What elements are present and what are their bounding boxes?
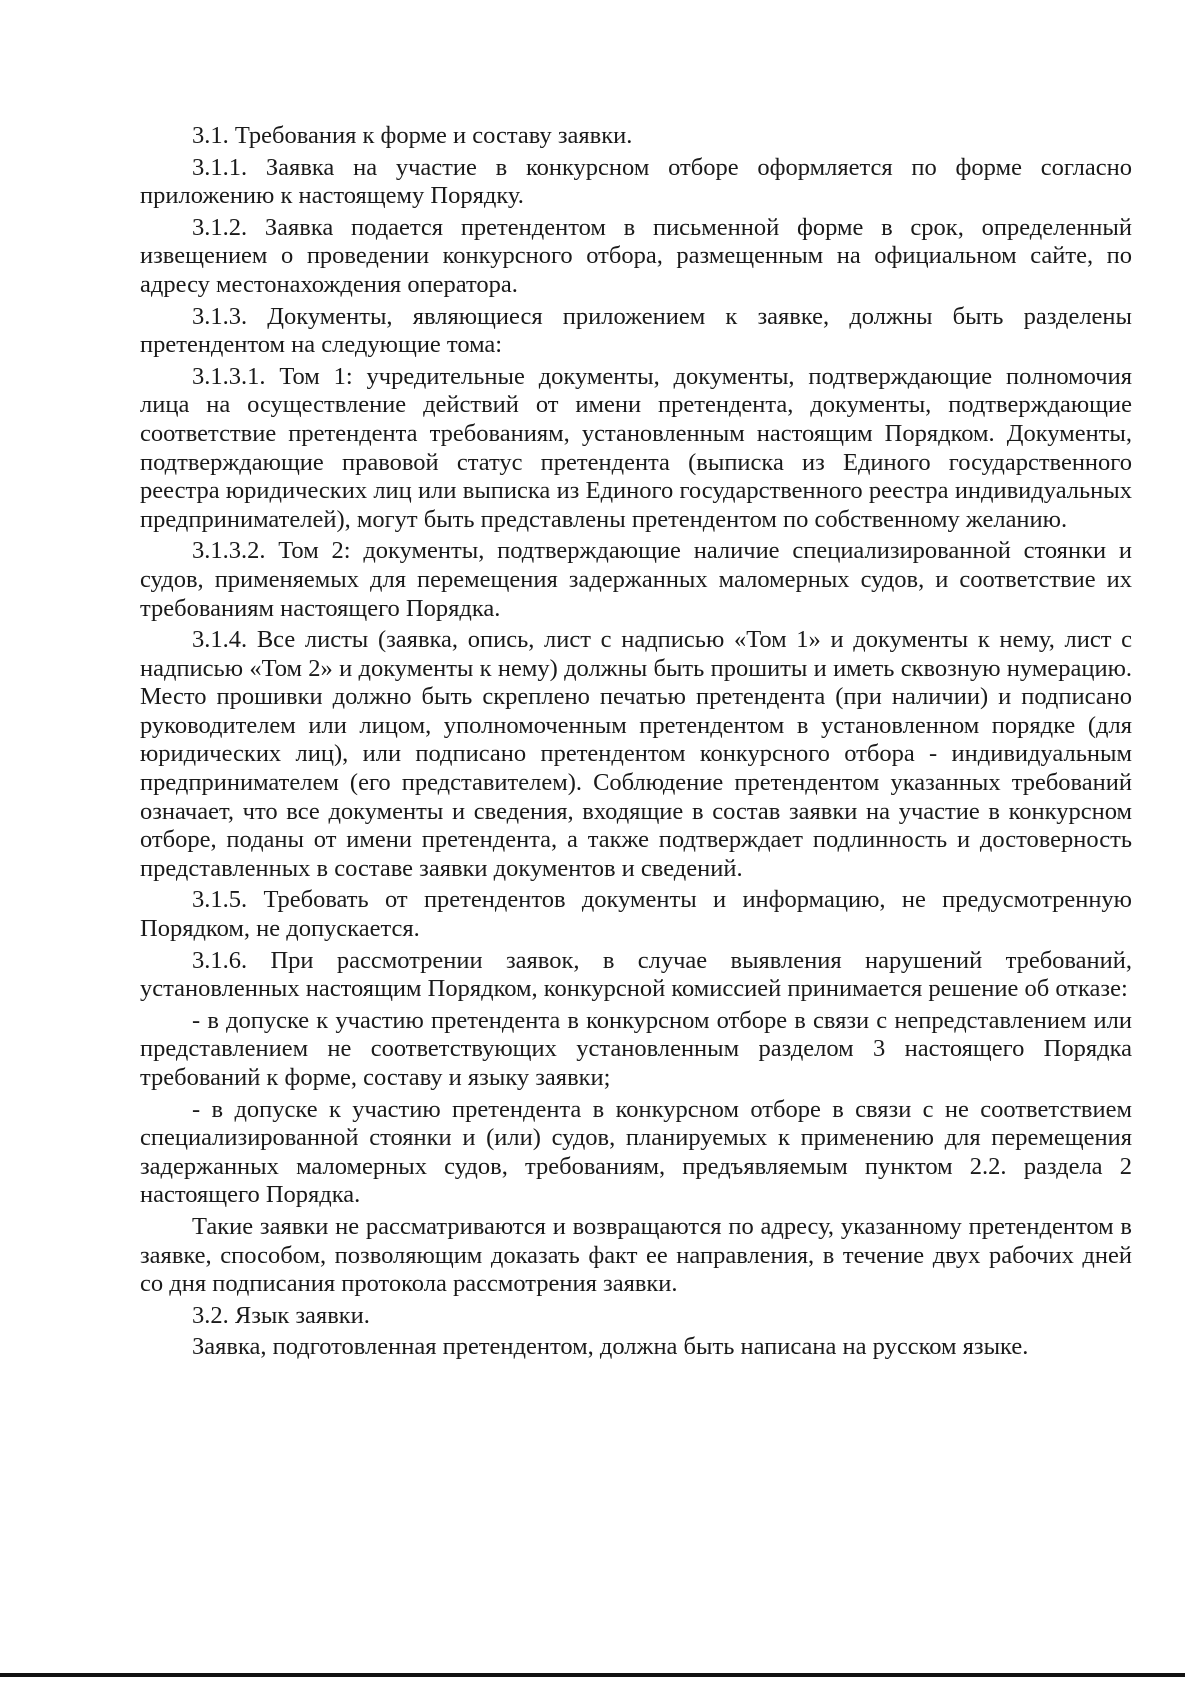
document-body	[140, 122, 1132, 1362]
bottom-scan-line	[0, 1673, 1185, 1677]
paragraph-3-1-6: 3.1.6. При рассмотрении заявок, в случае выявления нарушений требований, установленных настоящим Порядком, конкурсной комиссией принимается решение об отказе:	[140, 946, 1132, 1003]
paragraph-3-2-heading: 3.2. Язык заявки.	[192, 1301, 370, 1329]
paragraph-3-1-3-2: 3.1.3.2. Том 2: документы, подтверждающие наличие специализированной стоянки и судов, применяемых для перемещения задержанных маломерных судов, и соответствие их требованиям настоящего Порядка.	[140, 537, 1132, 622]
paragraph-3-1-2: 3.1.2. Заявка подается претендентом в письменной форме в срок, определенный извещением о проведении конкурсного отбора, размещенным на официальном сайте, по адресу местонахождения оператора.	[140, 213, 1132, 298]
paragraph-language-requirement: Заявка, подготовленная претендентом, должна быть написана на русском языке.	[192, 1333, 1029, 1361]
paragraph-3-1-3-1: 3.1.3.1. Том 1: учредительные документы, документы, подтверждающие полномочия лица на осуществление действий от имени претендента, документы, подтверждающие соответствие претендента требованиям, установленным настоящим Порядком. Документы, подтверждающие правовой статус претендента (выписка из Единого государственного реестра юридических лиц или выписка из Единого государственного реестра индивидуальных предпринимателей), могут быть представлены претендентом по собственному желанию.	[140, 362, 1132, 533]
paragraph-return-applications: Такие заявки не рассматриваются и возвращаются по адресу, указанному претендентом в заявке, способом, позволяющим доказать факт ее направления, в течение двух рабочих дней со дня подписания протокола рассмотрения заявки.	[140, 1212, 1132, 1298]
paragraph-3-1-heading: 3.1. Требования к форме и составу заявки.	[192, 122, 633, 149]
paragraph-3-1-5: 3.1.5. Требовать от претендентов документы и информацию, не предусмотренную Порядком, не допускается.	[140, 886, 1132, 943]
paragraph-3-1-4: 3.1.4. Все листы (заявка, опись, лист с надписью «Том 1» и документы к нему, лист с надписью «Том 2» и документы к нему) должны быть прошиты и иметь сквозную нумерацию. Место прошивки должно быть скреплено печатью претендента (при наличии) и подписано руководителем или лицом, уполномоченным претендентом в установленном порядке (для юридических лиц), или подписано претендентом конкурсного отбора - индивидуальным предпринимателем (его представителем). Соблюдение претендентом указанных требований означает, что все документы и сведения, входящие в состав заявки на участие в конкурсном отборе, поданы от имени претендента, а также подтверждает подлинность и достоверность представленных в составе заявки документов и сведений.	[140, 626, 1132, 882]
paragraph-3-1-3: 3.1.3. Документы, являющиеся приложением к заявке, должны быть разделены претендентом на следующие тома:	[140, 302, 1132, 359]
list-item-refusal-2: - в допуске к участию претендента в конкурсном отборе в связи с не соответствием специализированной стоянки и (или) судов, планируемых к применению для перемещения задержанных маломерных судов, требованиям, предъявляемым пунктом 2.2. раздела 2 настоящего Порядка.	[140, 1095, 1132, 1209]
paragraph-3-1-1: 3.1.1. Заявка на участие в конкурсном отборе оформляется по форме согласно приложению к настоящему Порядку.	[140, 153, 1132, 210]
list-item-refusal-1: - в допуске к участию претендента в конкурсном отборе в связи с непредставлением или представлением не соответствующих установленным разделом 3 настоящего Порядка требований к форме, составу и языку заявки;	[140, 1006, 1132, 1091]
